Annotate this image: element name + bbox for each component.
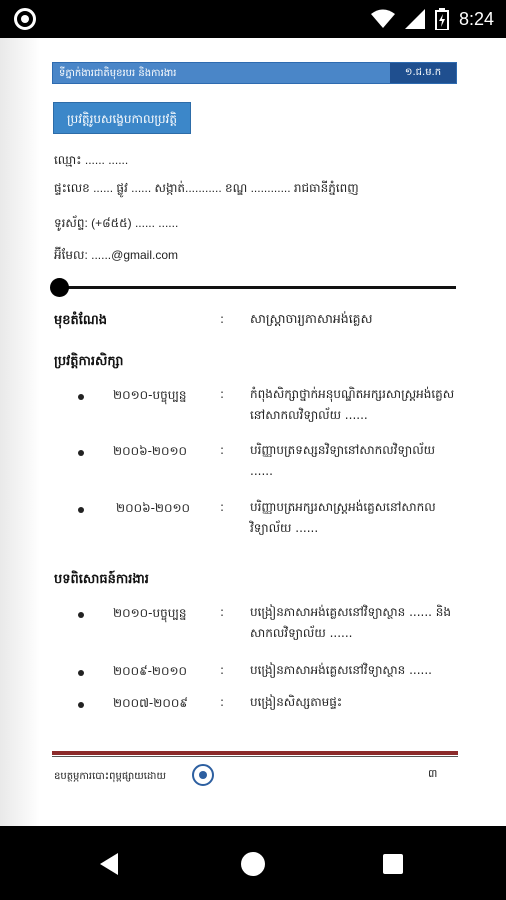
home-icon[interactable] <box>241 852 265 876</box>
footer-rule-thin <box>52 756 458 757</box>
education-date: ២០១០-បច្ចុប្បន្ន <box>113 388 187 402</box>
clock-time: 8:24 <box>458 8 494 29</box>
header-tag: ១.ជ.ម.ក <box>390 63 456 83</box>
document-header <box>52 62 457 84</box>
divider-rule <box>60 286 456 289</box>
organization-logo-icon <box>192 764 214 786</box>
experience-date: ២០០៧-២០០៩ <box>113 696 188 710</box>
list-bullet <box>78 394 84 400</box>
experience-colon: : <box>220 605 225 619</box>
education-date: ២០០៦-២០១០ <box>113 444 188 458</box>
education-date: ២០០៦-២០១០ <box>116 501 191 515</box>
education-colon: : <box>220 443 225 457</box>
page-number: ៣ <box>428 767 438 780</box>
education-heading: ប្រវត្តិការសិក្សា <box>54 354 124 369</box>
list-bullet <box>78 702 84 708</box>
list-bullet <box>78 450 84 456</box>
experience-colon: : <box>220 695 225 709</box>
page-spine <box>0 38 40 826</box>
experience-desc: បង្រៀនភាសាអង់គ្លេសនៅវិទ្យាស្ថាន ...... <box>250 663 432 677</box>
battery-icon <box>435 8 449 30</box>
footer-text: ឧបត្ថម្ភការបោះពុម្ពផ្សាយដោយ <box>54 771 166 782</box>
education-desc: បរិញ្ញាបត្រទស្សនវិទ្យានៅសាកលវិទ្យាល័យ ...... <box>250 443 436 478</box>
navigation-bar <box>0 826 506 900</box>
name-line: ឈ្មោះ ...... ...... <box>54 153 129 167</box>
experience-desc: បង្រៀនភាសាអង់គ្លេសនៅវិទ្យាស្ថាន ...... និងសាកលវិទ្យាល័យ ...... <box>250 605 452 640</box>
wifi-icon <box>371 9 395 29</box>
education-desc: បរិញ្ញាបត្រអក្សរសាស្ត្រអង់គ្លេសនៅសាកលវិទ្យាល័យ ...... <box>250 500 436 535</box>
experience-date: ២០០៩-២០១០ <box>113 664 188 678</box>
header-title: ទីភ្នាក់ងារជាតិមុខរបរ និងការងារ <box>59 68 177 79</box>
section-title-box: ប្រវត្តិរូបសង្ខេបកាលប្រវត្តិ <box>53 102 191 134</box>
experience-heading: បទពិសោធន៍ការងារ <box>54 572 149 587</box>
occupation-colon: : <box>220 312 225 326</box>
list-bullet <box>78 612 84 618</box>
education-colon: : <box>220 500 225 514</box>
list-bullet <box>78 507 84 513</box>
signal-icon <box>405 9 425 29</box>
experience-desc: បង្រៀនសិស្សតាមផ្ទះ <box>250 695 343 709</box>
occupation-value: សាស្ត្រាចារ្យភាសាអង់គ្លេស <box>250 311 373 326</box>
education-colon: : <box>220 387 225 401</box>
status-bar <box>0 0 506 38</box>
occupation-label: មុខតំណែង <box>54 313 108 328</box>
back-icon[interactable] <box>100 853 118 875</box>
document-page[interactable] <box>0 38 506 826</box>
recents-icon[interactable] <box>383 854 403 874</box>
footer-rule <box>52 751 458 755</box>
email-line: អ៊ីមែល: ......@gmail.com <box>54 248 179 262</box>
experience-date: ២០១០-បច្ចុប្បន្ន <box>113 606 187 620</box>
education-desc: កំពុងសិក្សាថ្នាក់អនុបណ្ឌិតអក្សរសាស្ត្រអង់គ្លេសនៅសាកលវិទ្យាល័យ ...... <box>250 387 455 422</box>
list-bullet <box>78 670 84 676</box>
app-notification-icon <box>14 8 36 30</box>
phone-line: ទូរស័ព្ទ: (+៨៥៥) ...... ...... <box>54 216 179 230</box>
experience-colon: : <box>220 663 225 677</box>
address-line: ផ្ទះលេខ ...... ផ្លូវ ...... សង្កាត់........... ខណ្ឌ ............ រាជធានីភ្នំពេញ <box>54 181 359 195</box>
divider-knob <box>50 278 69 297</box>
